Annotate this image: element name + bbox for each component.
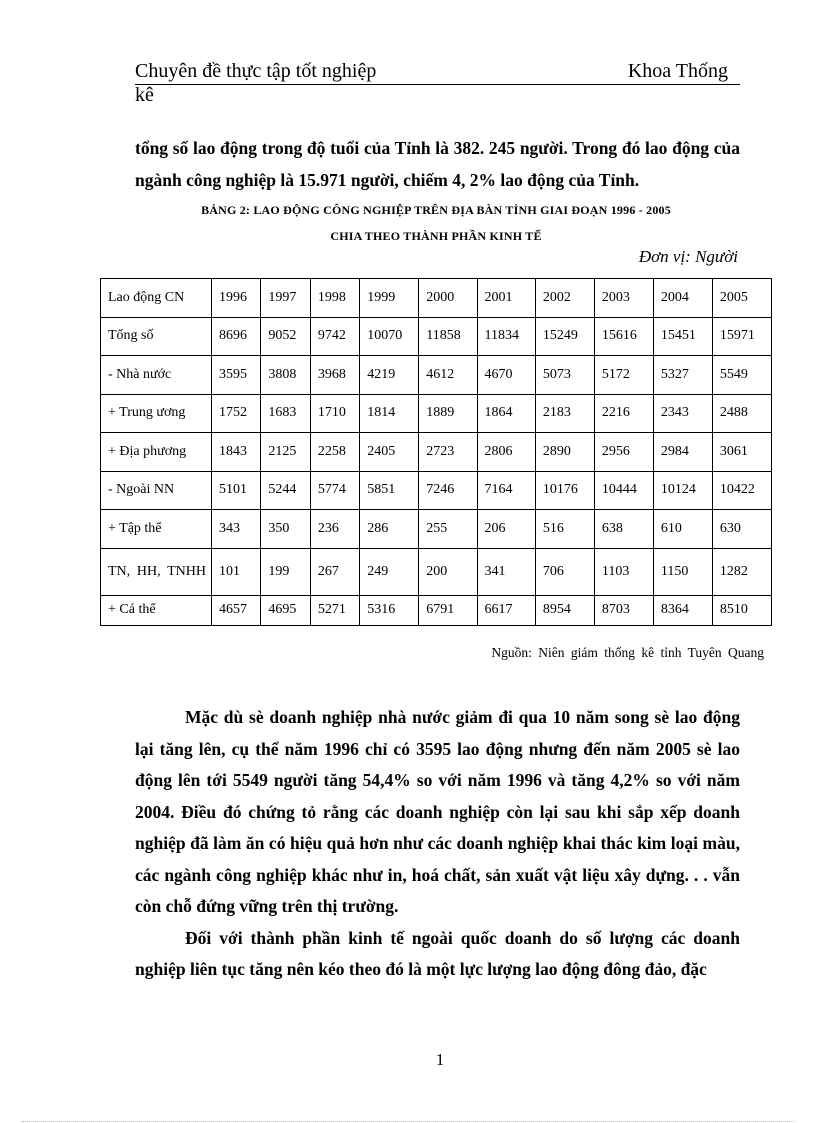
table-cell: 11834 — [477, 317, 535, 356]
table-header-cell: 2005 — [712, 279, 771, 318]
table-cell: 15616 — [594, 317, 653, 356]
table-cell: 11858 — [419, 317, 477, 356]
table-cell: 199 — [261, 548, 310, 595]
table-cell: 341 — [477, 548, 535, 595]
unit-label: Đơn vị: Người — [638, 247, 738, 266]
table-cell: 5271 — [310, 595, 359, 625]
table-cell: 4657 — [212, 595, 261, 625]
header-department: Khoa Thống — [627, 60, 728, 82]
table-row — [101, 394, 772, 433]
table-cell: 6791 — [419, 595, 477, 625]
table-cell: 2956 — [594, 433, 653, 472]
page-bottom-divider — [22, 1121, 794, 1122]
row-label: + Trung ương — [101, 394, 212, 433]
table-cell: 343 — [212, 510, 261, 549]
table-cell: 1282 — [712, 548, 771, 595]
table-cell: 630 — [712, 510, 771, 549]
table-cell: 5851 — [360, 471, 419, 510]
body-text — [135, 702, 740, 986]
header-rule — [135, 84, 740, 85]
table-cell: 5101 — [212, 471, 261, 510]
table-cell: 5073 — [535, 356, 594, 395]
table-cell: 101 — [212, 548, 261, 595]
body-paragraph: Mặc dù sè doanh nghiệp nhà nước giảm đi qua 10 năm song sè lao động lại tăng lên, cụ thể năm 1996 chỉ có 3595 lao động nhưng đến năm 2005 sè lao động lên tới 5549 người tăng 54,4% so với năm 1996 và tăng 4,2% so với năm 2004. Điều đó chứng tỏ rằng các doanh nghiệp còn lại sau khi sắp xếp doanh nghiệp đã làm ăn có hiệu quả hơn như các doanh nghiệp khai thác kim loại màu, các ngành công nghiệp khác như in, hoá chất, sản xuất vật liệu xây dựng. . . vẫn còn chỗ đứng vững trên thị trường. — [135, 707, 740, 916]
table-cell: 4219 — [360, 356, 419, 395]
row-label: - Nhà nước — [101, 356, 212, 395]
table-header-cell: 1997 — [261, 279, 310, 318]
table-cell: 9052 — [261, 317, 310, 356]
table-cell: 1683 — [261, 394, 310, 433]
table-cell: 5327 — [653, 356, 712, 395]
table-row — [101, 433, 772, 472]
table-cell: 2183 — [535, 394, 594, 433]
table-cell: 10176 — [535, 471, 594, 510]
table-cell: 8364 — [653, 595, 712, 625]
table-header-cell: 2001 — [477, 279, 535, 318]
table-header-row — [101, 279, 772, 318]
table-cell: 10444 — [594, 471, 653, 510]
table-title-line-1: BẢNG 2: LAO ĐỘNG CÔNG NGHIỆP TRÊN ĐỊA BÀN TỈNH GIAI ĐOẠN 1996 - 2005 — [201, 203, 671, 217]
table-header-cell: 1999 — [360, 279, 419, 318]
table-cell: 206 — [477, 510, 535, 549]
table-cell: 10124 — [653, 471, 712, 510]
table-cell: 5244 — [261, 471, 310, 510]
table-header-cell: 1998 — [310, 279, 359, 318]
table-cell: 2806 — [477, 433, 535, 472]
table-cell: 4612 — [419, 356, 477, 395]
table-cell: 255 — [419, 510, 477, 549]
table-source-note: Nguồn: Niên giám thống kê tỉnh Tuyên Quang — [491, 645, 764, 660]
table-header-cell: Lao động CN — [101, 279, 212, 318]
table-header-cell: 2002 — [535, 279, 594, 318]
page-header — [135, 60, 740, 108]
table-header-cell: 2003 — [594, 279, 653, 318]
intro-paragraph: tổng số lao động trong độ tuổi của Tỉnh là 382. 245 người. Trong đó lao động của ngành công nghiệp là 15.971 người, chiếm 4, 2% lao động của Tỉnh. — [135, 138, 740, 190]
table-cell: 1103 — [594, 548, 653, 595]
table-cell: 2488 — [712, 394, 771, 433]
table-cell: 9742 — [310, 317, 359, 356]
table-cell: 2405 — [360, 433, 419, 472]
table-row — [101, 510, 772, 549]
table-cell: 8510 — [712, 595, 771, 625]
table-cell: 8954 — [535, 595, 594, 625]
table-cell: 3808 — [261, 356, 310, 395]
row-label: TN, HH, TNHH — [101, 548, 212, 595]
table-cell: 10070 — [360, 317, 419, 356]
table-title — [100, 197, 772, 249]
table-cell: 286 — [360, 510, 419, 549]
table-cell: 2984 — [653, 433, 712, 472]
table-cell: 15249 — [535, 317, 594, 356]
row-label: + Tập thể — [101, 510, 212, 549]
table-cell: 516 — [535, 510, 594, 549]
table-cell: 236 — [310, 510, 359, 549]
table-row — [101, 595, 772, 625]
table-cell: 2258 — [310, 433, 359, 472]
row-label: Tổng số — [101, 317, 212, 356]
table-header-cell: 2000 — [419, 279, 477, 318]
table-title-line-2: CHIA THEO THÀNH PHẦN KINH TẾ — [330, 229, 542, 243]
table-cell: 1752 — [212, 394, 261, 433]
table-cell: 7246 — [419, 471, 477, 510]
table-cell: 4695 — [261, 595, 310, 625]
table-header-cell: 2004 — [653, 279, 712, 318]
table-cell: 2890 — [535, 433, 594, 472]
table-cell: 6617 — [477, 595, 535, 625]
table-cell: 3595 — [212, 356, 261, 395]
table-cell: 200 — [419, 548, 477, 595]
row-label: - Ngoài NN — [101, 471, 212, 510]
table-cell: 8703 — [594, 595, 653, 625]
header-title: Chuyên đề thực tập tốt nghiệp — [135, 60, 377, 82]
table-cell: 2125 — [261, 433, 310, 472]
table-cell: 706 — [535, 548, 594, 595]
table-cell: 1864 — [477, 394, 535, 433]
table-cell: 15451 — [653, 317, 712, 356]
table-cell: 5549 — [712, 356, 771, 395]
table-cell: 1843 — [212, 433, 261, 472]
table-cell: 3061 — [712, 433, 771, 472]
table-cell: 2343 — [653, 394, 712, 433]
table-cell: 610 — [653, 510, 712, 549]
table-cell: 2723 — [419, 433, 477, 472]
labor-table — [100, 278, 772, 626]
table-cell: 15971 — [712, 317, 771, 356]
table-cell: 638 — [594, 510, 653, 549]
table-row — [101, 317, 772, 356]
table-row — [101, 471, 772, 510]
table-cell: 8696 — [212, 317, 261, 356]
table-cell: 1889 — [419, 394, 477, 433]
table-cell: 4670 — [477, 356, 535, 395]
page-number: 1 — [435, 1050, 445, 1069]
table-cell: 5774 — [310, 471, 359, 510]
table-cell: 267 — [310, 548, 359, 595]
body-paragraph: Đối với thành phần kinh tế ngoài quốc doanh do số lượng các doanh nghiệp liên tục tăng nên kéo theo đó là một lực lượng lao động đông đảo, đặc — [135, 927, 740, 979]
table-cell: 5172 — [594, 356, 653, 395]
table-cell: 1710 — [310, 394, 359, 433]
table-cell: 249 — [360, 548, 419, 595]
table-cell: 350 — [261, 510, 310, 549]
header-department-wrap: kê — [135, 84, 154, 106]
table-cell: 7164 — [477, 471, 535, 510]
table-cell: 10422 — [712, 471, 771, 510]
table-row — [101, 356, 772, 395]
table-cell: 1150 — [653, 548, 712, 595]
table-cell: 3968 — [310, 356, 359, 395]
table-row — [101, 548, 772, 595]
table-cell: 1814 — [360, 394, 419, 433]
row-label: + Cá thể — [101, 595, 212, 625]
row-label: + Địa phương — [101, 433, 212, 472]
table-cell: 2216 — [594, 394, 653, 433]
table-cell: 5316 — [360, 595, 419, 625]
table-header-cell: 1996 — [212, 279, 261, 318]
